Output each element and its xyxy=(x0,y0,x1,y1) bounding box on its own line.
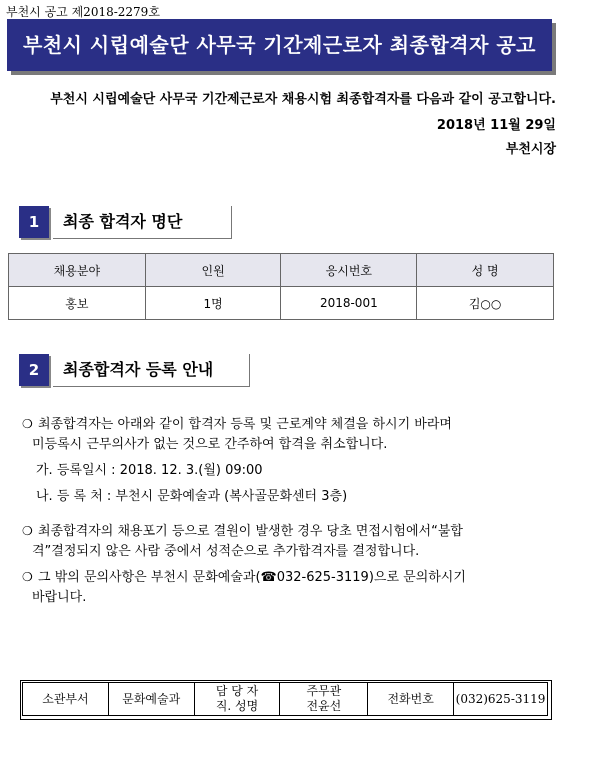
paragraph-line xyxy=(22,521,463,542)
dept-value: 문화예술과 xyxy=(108,683,194,716)
registration-location: 나. 등 록 처 : 부천시 문화예술과 (복사골문화센터 3층) xyxy=(36,489,348,504)
paragraph-line: 격”결정되지 않은 사람 중에서 성적순으로 추가합격자를 결정합니다. xyxy=(32,544,420,559)
manager-label xyxy=(194,683,280,716)
manager-title: 주무관 xyxy=(306,684,342,698)
table-header-name: 성 명 xyxy=(417,254,554,287)
table-cell-field: 홍보 xyxy=(9,287,146,320)
table-cell-name: 김○○ xyxy=(417,287,554,320)
page-title: 부천시 시립예술단 사무국 기간제근로자 최종합격자 공고 xyxy=(23,33,536,57)
section-heading: 최종합격자 등록 안내 xyxy=(53,354,250,387)
paragraph-line: 미등록시 근무의사가 없는 것으로 간주하여 합격을 취소합니다. xyxy=(32,437,388,452)
table-cell-exam-number: 2018-001 xyxy=(281,287,417,320)
circle-bullet-icon: ❍ xyxy=(22,524,33,538)
manager-name: 전윤선 xyxy=(306,699,342,713)
table-header-field: 채용분야 xyxy=(9,254,146,287)
table-header-row xyxy=(9,254,554,287)
manager-value xyxy=(280,683,368,716)
paragraph-line xyxy=(22,414,452,435)
phone-label: 전화번호 xyxy=(368,683,454,716)
section-number: 2 xyxy=(19,354,49,386)
section-heading: 최종 합격자 명단 xyxy=(53,206,232,239)
table-header-count: 인원 xyxy=(145,254,281,287)
table-cell-count: 1명 xyxy=(145,287,281,320)
paragraph-inquiry xyxy=(22,567,466,608)
announcement-date: 2018년 11월 29일 xyxy=(436,118,556,133)
paragraph-text: 그 밖의 문의사항은 부천시 문화예술과(☎032-625-3119)으로 문의하시기 xyxy=(38,570,466,585)
section-number: 1 xyxy=(19,206,49,238)
circle-bullet-icon: ❍ xyxy=(22,417,33,431)
paragraph-text: 최종합격자의 채용포기 등으로 결원이 발생한 경우 당초 면접시험에서“불합 xyxy=(38,524,463,539)
paragraph-registration xyxy=(22,414,452,507)
table-header-exam-number: 응시번호 xyxy=(281,254,417,287)
contact-table xyxy=(22,682,548,716)
paragraph-line xyxy=(22,567,466,588)
intro-text: 부천시 시립예술단 사무국 기간제근로자 채용시험 최종합격자를 다음과 같이 공고합니다. xyxy=(50,92,556,107)
phone-value: (032)625-3119 xyxy=(454,683,548,716)
table-row xyxy=(23,683,548,716)
paragraph-line: 바랍니다. xyxy=(32,590,87,605)
notice-number: 부천시 공고 제2018-2279호 xyxy=(6,5,160,19)
paragraph-additional-pass xyxy=(22,521,463,562)
circle-bullet-icon: ❍ xyxy=(22,570,33,584)
dept-label: 소관부서 xyxy=(23,683,109,716)
final-result-table xyxy=(8,253,554,320)
title-banner xyxy=(7,19,552,71)
manager-label-line: 직. 성명 xyxy=(215,699,259,713)
manager-label-line: 담 당 자 xyxy=(215,684,259,698)
registration-datetime: 가. 등록일시 : 2018. 12. 3.(월) 09:00 xyxy=(36,463,263,478)
table-row xyxy=(9,287,554,320)
paragraph-text: 최종합격자는 아래와 같이 합격자 등록 및 근로계약 체결을 하시기 바라며 xyxy=(38,417,452,432)
signer: 부천시장 xyxy=(505,142,556,157)
